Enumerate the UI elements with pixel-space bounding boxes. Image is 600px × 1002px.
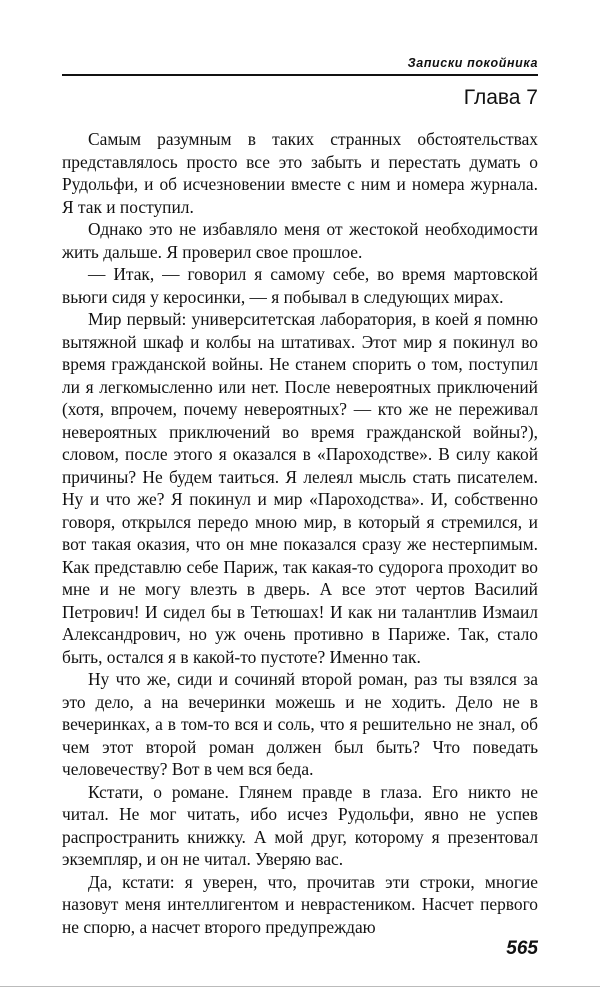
paragraph: Ну что же, сиди и сочиняй второй роман, раз ты взялся за это дело, а на вечеринки можешь и не ходить. Дело не в вечеринках, а в том-то вся и соль, что я решительно не знал, об чем этот второй роман должен был быть? Что поведать человечеству? Вот в чем вся беда. [62, 669, 538, 779]
running-head: Записки покойника [407, 56, 538, 70]
paragraph: Кстати, о романе. Глянем правде в глаза. Его никто не читал. Не мог читать, ибо исчез Рудольфи, явно не успев распространить книжку. А мой друг, которому я презентовал экземпляр, и он не читал. Уверяю вас. [62, 781, 538, 869]
paragraph: Мир первый: университетская лаборатория, в коей я помню вытяжной шкаф и колбы на штативах. Этот мир я покинул во время гражданской войны. Не станем спорить о том, поступил ли я легкомысленно или нет. После невероятных приключений (хотя, впрочем, почему невероятных? — кто же не переживал невероятных приключений во время гражданской войны?), словом, после этого я оказался в «Пароходстве». В силу какой причины? Не будем таиться. Я лелеял мысль стать писателем. Ну и что же? Я покинул и мир «Пароходства». И, собственно говоря, открылся передо мною мир, в который я стремился, и вот такая оказия, что он мне показался сразу же нестерпимым. Как представлю себе Париж, так какая-то судорога проходит во мне и не могу влезть в дверь. А все этот чертов Василий Петрович! И сидел бы в Тетюшах! И как ни талантлив Измаил Александрович, но уж очень противно в Париже. Так, стало быть, остался я в какой-то пустоте? Именно так. [62, 309, 538, 667]
paragraph: Самым разумным в таких странных обстоятельствах представлялось просто все это забыть и перестать думать о Рудольфи, и об исчезновении вместе с ним и номера журнала. Я так и поступил. [62, 129, 538, 217]
paragraph: Да, кстати: я уверен, что, прочитав эти строки, многие назовут меня интеллигентом и неврастеником. Насчет первого не спорю, а насчет второго предупреждаю [62, 871, 538, 937]
page-bottom-edge [0, 986, 600, 987]
header-rule [62, 74, 538, 76]
chapter-title: Глава 7 [463, 86, 538, 109]
page-number: 565 [506, 938, 538, 959]
paragraph: — Итак, — говорил я самому себе, во время мартовской вьюги сидя у керосинки, — я побывал в следующих мирах. [62, 264, 538, 307]
paragraph: Однако это не избавляло меня от жестокой необходимости жить дальше. Я проверил свое прошлое. [62, 219, 538, 262]
body-text [62, 128, 538, 938]
